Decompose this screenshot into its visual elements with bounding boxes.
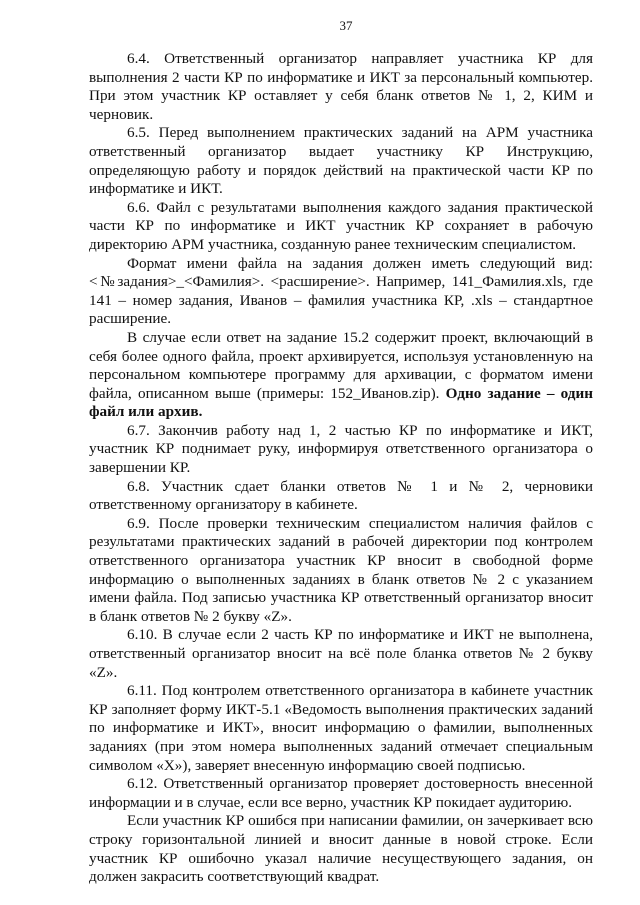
paragraph-6-11 [89,682,593,775]
paragraph-text: 6.10. В случае если 2 часть КР по информатике и ИКТ не выполнена, ответственный организатор вносит на всё поле бланка ответов № 2 букву «Z». [89,626,593,681]
paragraph-text: 6.11. Под контролем ответственного организатора в кабинете участник КР заполняет форму ИКТ-5.1 «Ведомость выполнения практических заданий по информатике и ИКТ», вносит информацию о фамилии, выполненных заданиях (при этом номера выполненных заданий отмечает специальным символом «X»), заверяет внесенную информацию своей подписью. [89,682,593,774]
paragraph-text: 6.12. Ответственный организатор проверяет достоверность внесенной информации и в случае, если все верно, участник КР покидает аудиторию. [89,775,593,811]
paragraph-bold-note: Одно задание – один файл или архив. [89,384,593,421]
paragraph-text: 6.5. Перед выполнением практических заданий на АРМ участника ответственный организатор выдает участнику КР Инструкцию, определяющую работу и порядок действий на практической части КР по информатике и ИКТ. [89,124,593,198]
paragraph-text: 6.4. Ответственный организатор направляет участника КР для выполнения 2 части КР по информатике и ИКТ за персональный компьютер. При этом участник КР оставляет у себя бланк ответов № 1, 2, КИМ и черновик. [89,50,593,123]
paragraph-text: 6.7. Закончив работу над 1, 2 частью КР по информатике и ИКТ, участник КР поднимает руку, информируя ответственного организатора о завершении КР. [89,421,593,477]
paragraph-file-format [89,255,593,329]
paragraph-6-8 [89,478,593,515]
paragraph-6-5 [89,124,593,198]
paragraph-correction [89,812,593,886]
paragraph-text: 6.8. Участник сдает бланки ответов № 1 и № 2, черновики ответственному организатору в кабинете. [89,477,593,514]
page-number: 37 [339,18,353,33]
paragraph-6-7 [89,422,593,478]
paragraph-6-6 [89,199,593,255]
paragraph-text: 6.6. Файл с результатами выполнения каждого задания практической части КР по информатике и ИКТ участник КР сохраняет в рабочую директорию АРМ участника, созданную ранее техническим специалистом. [89,198,593,253]
paragraph-6-10 [89,626,593,682]
paragraph-text: Если участник КР ошибся при написании фамилии, он зачеркивает всю строку горизонтальной линией и вносит данные в новой строке. Если участник КР ошибочно указал наличие несуществующего задания, он должен закрасить соответствующий квадрат. [89,812,593,886]
paragraph-6-12 [89,775,593,812]
paragraph-text: 6.9. После проверки техническим специалистом наличия файлов с результатами практических заданий в рабочей директории под контролем ответственного организатора участник КР вносит в свободной форме информацию о выполненных заданиях в бланк ответов № 2 с указанием имени файла. Под записью участника КР ответственный организатор вносит в бланк ответов № 2 букву «Z». [89,514,593,625]
paragraph-archive [89,329,593,422]
paragraph-text: В случае если ответ на задание 15.2 содержит проект, включающий в себя более одного файла, проект архивируется, используя установленную на персональном компьютере программу для архивации, с форматом имени файла, описанном выше (примеры: 152_Иванов.zip). [89,328,593,402]
paragraph-6-4 [89,50,593,124]
paragraph-6-9 [89,515,593,627]
paragraph-text: Формат имени файла на задания должен иметь следующий вид: <№задания>_<Фамилия>. <расширение>. Например, 141_Фамилия.xls, где 141 – номер задания, Иванов – фамилия участника КР, .xls – стандартное расширение. [89,254,593,328]
